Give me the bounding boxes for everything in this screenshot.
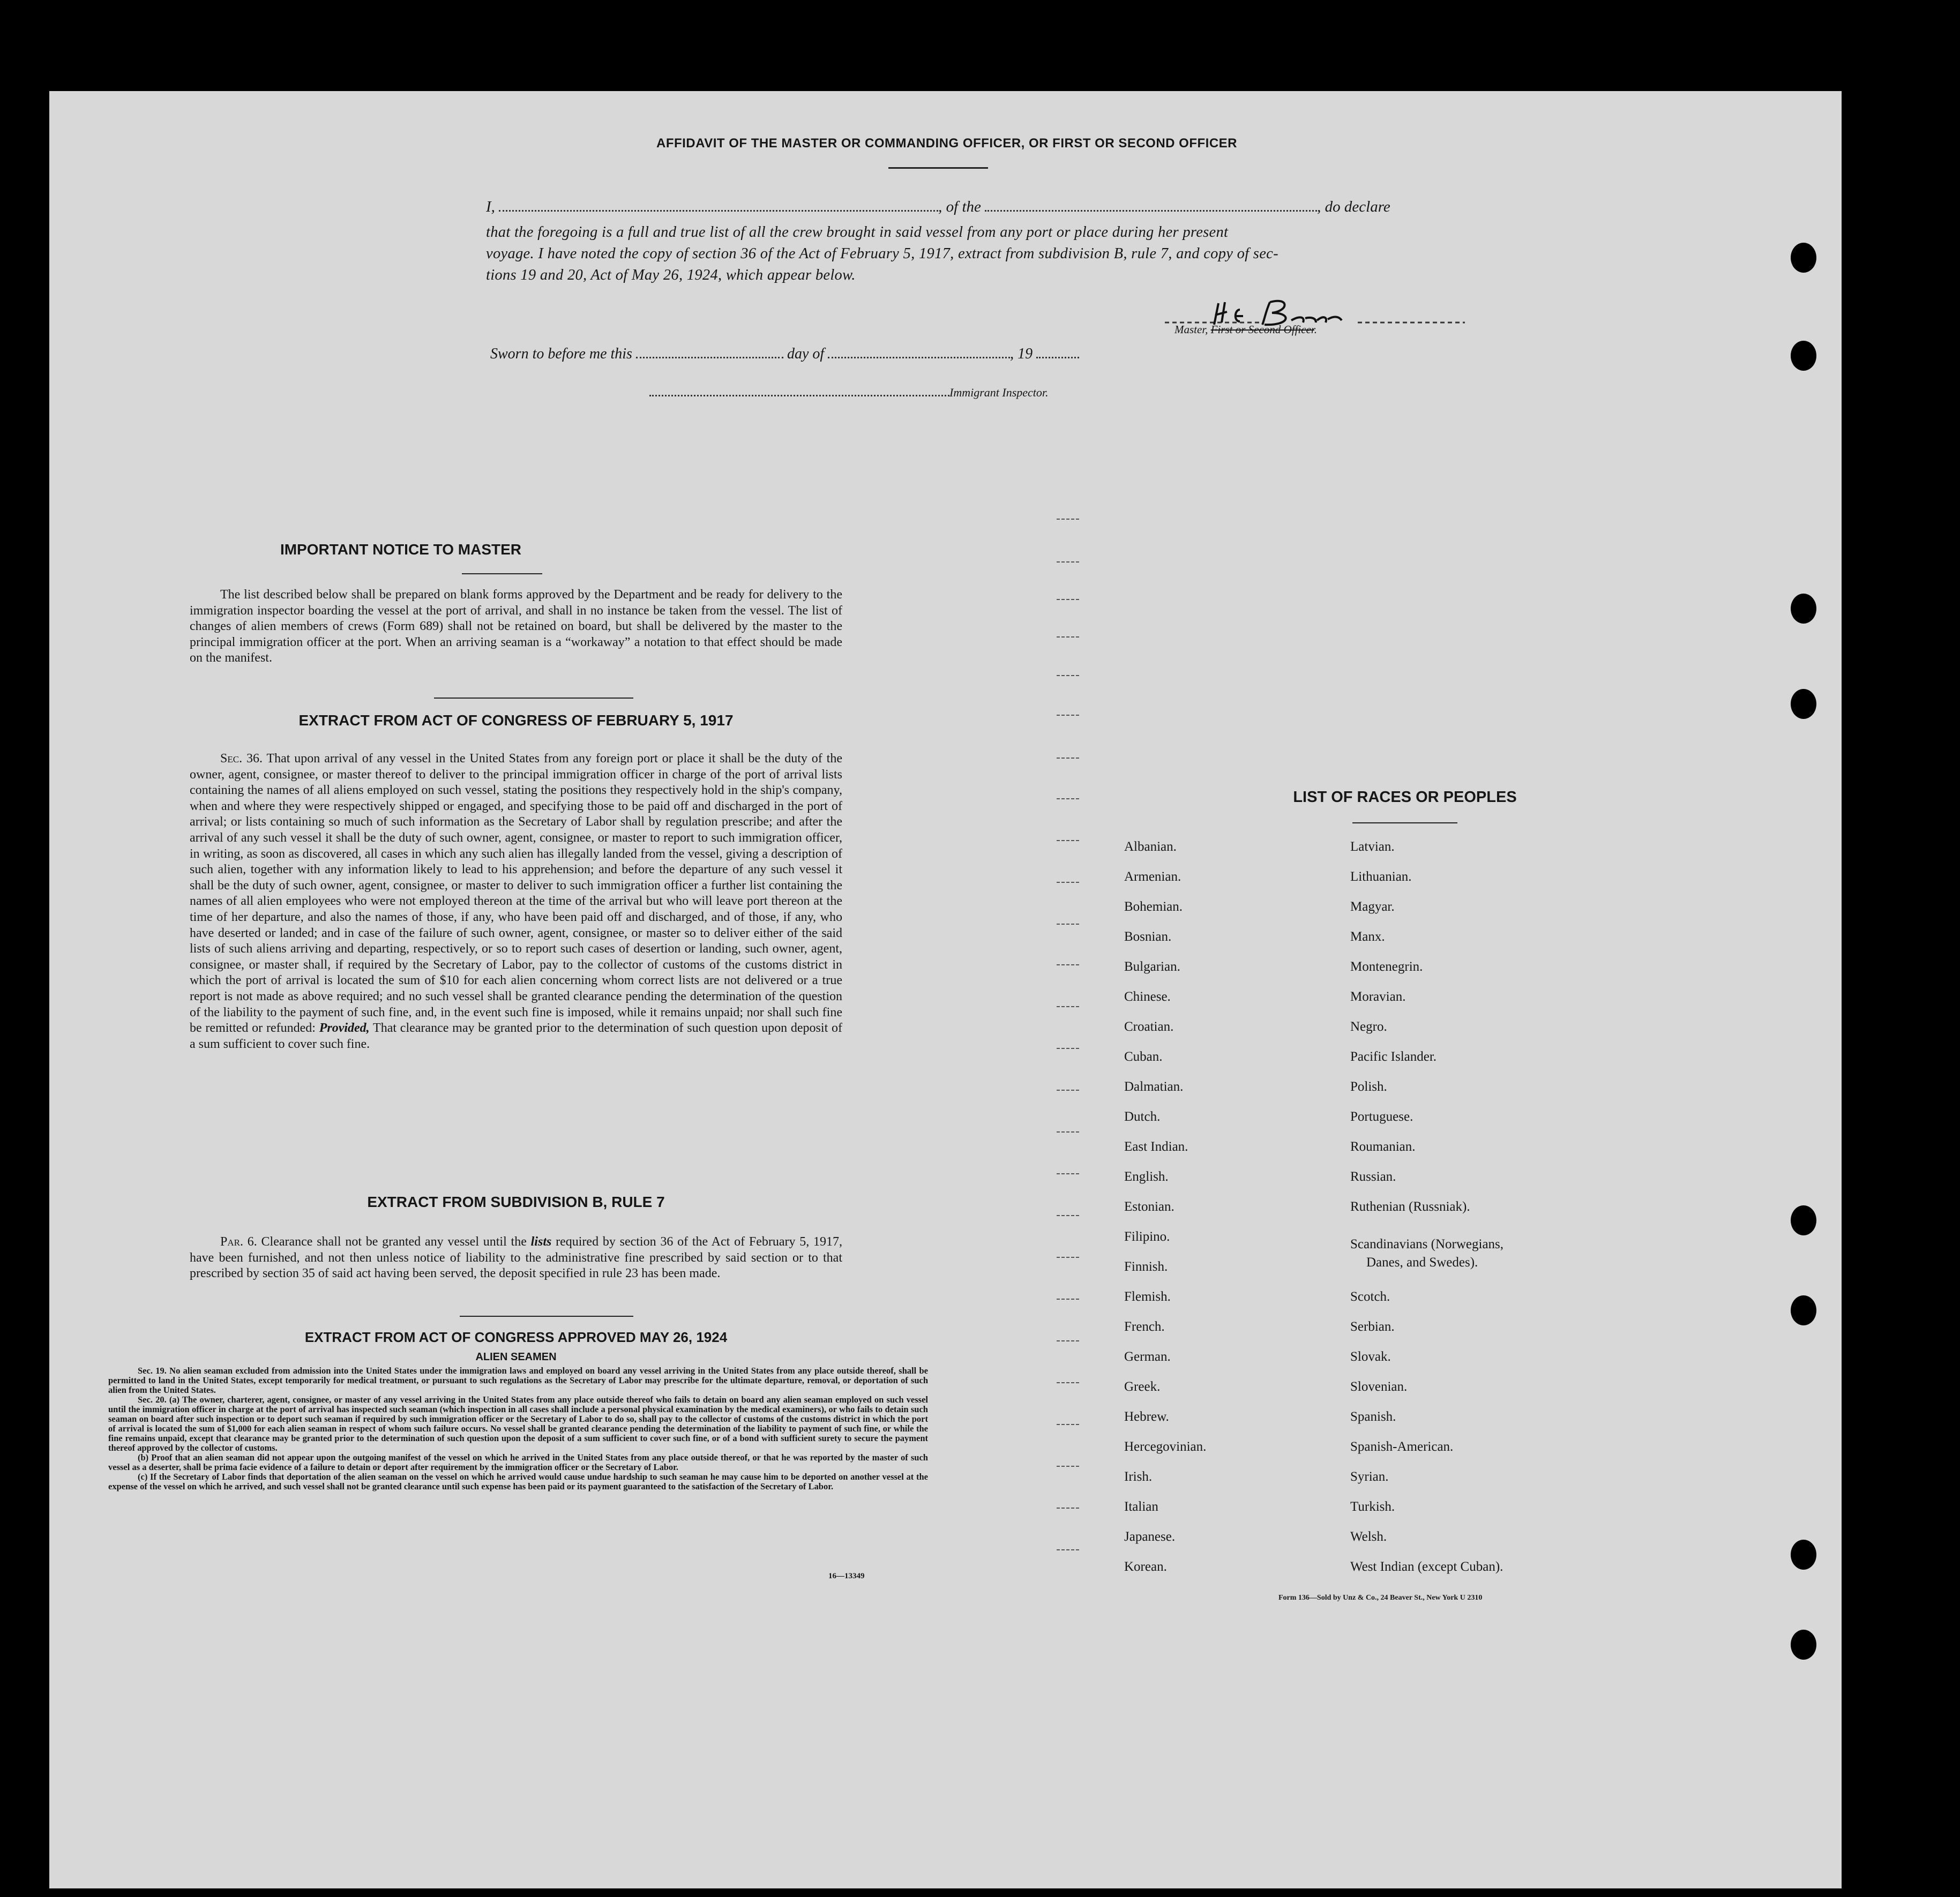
race-item: Armenian. (1124, 869, 1181, 884)
race-item: English. (1124, 1169, 1169, 1184)
race-item: Serbian. (1350, 1319, 1395, 1334)
inspector-line (649, 386, 1049, 400)
center-mark (1057, 715, 1079, 716)
vessel-name-field[interactable] (985, 198, 1317, 212)
affidavit-title: AFFIDAVIT OF THE MASTER OR COMMANDING OFFICER, OR FIRST OR SECOND OFFICER (656, 136, 1238, 151)
par-6-label: Par. 6. (220, 1235, 257, 1249)
race-item: Scotch. (1350, 1289, 1390, 1304)
declarant-label: I, (486, 198, 495, 215)
race-item: Slovenian. (1350, 1379, 1408, 1394)
center-mark (1057, 1215, 1079, 1216)
extract-rule7-title: EXTRACT FROM SUBDIVISION B, RULE 7 (367, 1194, 665, 1210)
race-item: Bosnian. (1124, 929, 1172, 944)
center-mark (1057, 636, 1079, 638)
race-item: Montenegrin. (1350, 959, 1423, 974)
center-mark (1057, 1549, 1079, 1550)
race-item: Turkish. (1350, 1499, 1395, 1514)
race-item: Bulgarian. (1124, 959, 1180, 974)
race-item: Ruthenian (Russniak). (1350, 1199, 1470, 1214)
center-mark (1057, 599, 1079, 600)
sworn-line (490, 345, 1079, 363)
year-label: , 19 (1010, 346, 1033, 362)
race-item: Chinese. (1124, 989, 1171, 1004)
center-mark (1057, 561, 1079, 563)
race-item: Japanese. (1124, 1529, 1176, 1544)
declare-text: , do declare (1317, 198, 1390, 215)
center-mark (1057, 1382, 1079, 1383)
extract-1917-text (190, 751, 842, 1052)
center-mark (1057, 1340, 1079, 1341)
extract-rule7-text (190, 1234, 842, 1282)
center-mark (1057, 1299, 1079, 1300)
race-item-continuation: Danes, and Swedes). (1366, 1255, 1478, 1270)
race-item: West Indian (except Cuban). (1350, 1559, 1503, 1574)
punch-hole (1791, 1540, 1816, 1570)
sworn-day-field[interactable] (636, 345, 783, 358)
affidavit-line-3: voyage. I have noted the copy of section 36 of the Act of February 5, 1917, extract from subdivision B, rule 7, and copy of sec- (486, 245, 1278, 262)
race-item: Pacific Islander. (1350, 1049, 1437, 1064)
race-item: Finnish. (1124, 1259, 1168, 1274)
center-mark (1057, 798, 1079, 799)
race-item: Spanish-American. (1350, 1439, 1454, 1454)
center-mark (1057, 1466, 1079, 1467)
sec-20c-text: (c) If the Secretary of Labor finds that deportation of the alien seaman on the vessel on which he arrived would cause undue hardship to such seaman he may cause him to be deported on another vessel at the expense of the vessel on which he arrived, and such vessel shall not be granted clearance until such expense has been paid or its payment guaranteed to the satisfaction of the Secretary of Labor. (108, 1472, 928, 1491)
center-mark (1057, 964, 1079, 965)
race-item: Flemish. (1124, 1289, 1171, 1304)
race-item: Lithuanian. (1350, 869, 1412, 884)
punch-hole (1791, 1205, 1816, 1235)
races-divider (1352, 822, 1457, 823)
race-item: Portuguese. (1350, 1109, 1413, 1124)
notice-title: IMPORTANT NOTICE TO MASTER (280, 541, 522, 558)
center-mark (1057, 1131, 1079, 1133)
race-item: Welsh. (1350, 1529, 1387, 1544)
race-item: Hercegovinian. (1124, 1439, 1207, 1454)
inspector-signature-field[interactable] (649, 386, 949, 396)
center-mark (1057, 1048, 1079, 1049)
declarant-name-field[interactable] (499, 198, 938, 212)
notice-text: The list described below shall be prepared on blank forms approved by the Department and be ready for delivery to the immigration inspector boarding the vessel at the port of arrival, and shall in no instance be taken from the vessel. The list of changes of alien members of crews (Form 689) shall not be retained on board, but shall be delivered by the master to the principal immigration officer at the port. When an arriving seaman is a “workaway” a notation to that effect should be made on the manifest. (190, 588, 842, 665)
center-mark (1057, 758, 1079, 759)
race-item: Albanian. (1124, 839, 1177, 854)
center-mark (1057, 1424, 1079, 1425)
race-item: Irish. (1124, 1469, 1153, 1484)
section-divider-2 (460, 1316, 633, 1317)
sec-20a-text: Sec. 20. (a) The owner, charterer, agent, consignee, or master of any vessel arriving in the United States from any place outside thereof who fails to detain on board any alien seaman employed on such vessel until the immigration officer in charge at the port of arrival has inspected such seaman (which inspection in all cases shall include a personal physical examination by the medical examiners), or who fails to detain such seaman on board after such inspection or to deport such seaman if required by such immigration officer or the Secretary of Labor to do so, shall pay to the collector of customs of the customs district in which the port of arrival is located the sum of $1,000 for each alien seaman in respect of whom such failure occurs. No vessel shall be granted clearance pending the determination of the liability to payment of such fine, or while the fine remains unpaid, except that clearance may be granted prior to the determination of such question upon the deposit of a sum sufficient to cover such fine, or of a bond with sufficient surety to secure the payment thereof approved by the collector of customs. (108, 1394, 928, 1453)
center-mark (1057, 1090, 1079, 1091)
alien-seamen-subtitle: ALIEN SEAMEN (475, 1351, 557, 1363)
punch-hole (1791, 341, 1816, 371)
center-mark (1057, 1006, 1079, 1007)
par-6-body-b: required by section 36 of the Act of February 5, 1917, have been furnished, and not then unless notice of liability to the administrative fine prescribed by said section or to that prescribed by section 35 of said act having been served, the deposit specified in rule 23 has been made. (190, 1235, 843, 1281)
vessel-label: , of the (938, 198, 981, 215)
extract-1924-text (108, 1366, 928, 1491)
center-mark (1057, 519, 1079, 520)
race-item: Filipino. (1124, 1229, 1170, 1244)
race-item: Italian (1124, 1499, 1158, 1514)
race-item: East Indian. (1124, 1139, 1188, 1154)
race-item: Bohemian. (1124, 899, 1183, 914)
race-item: Latvian. (1350, 839, 1395, 854)
punch-hole (1791, 243, 1816, 273)
race-item: Korean. (1124, 1559, 1167, 1574)
punch-hole (1791, 689, 1816, 719)
race-item: Russian. (1350, 1169, 1396, 1184)
center-mark (1057, 1257, 1079, 1258)
master-label: Master, (1174, 323, 1211, 336)
race-item: Croatian. (1124, 1019, 1174, 1034)
race-item: Greek. (1124, 1379, 1161, 1394)
center-mark (1057, 1508, 1079, 1509)
sworn-year-field[interactable] (1036, 345, 1079, 358)
sworn-label: Sworn to before me this (490, 346, 632, 362)
race-item: Moravian. (1350, 989, 1406, 1004)
race-item: Slovak. (1350, 1349, 1391, 1364)
affidavit-line-4: tions 19 and 20, Act of May 26, 1924, which appear below. (486, 267, 856, 283)
title-divider (888, 167, 988, 169)
race-item: French. (1124, 1319, 1165, 1334)
sworn-month-field[interactable] (828, 345, 1010, 358)
affidavit-body (486, 222, 1493, 286)
document-page (49, 91, 1842, 1888)
race-item: Negro. (1350, 1019, 1387, 1034)
sec-36-label: Sec. 36. (220, 752, 263, 766)
race-item: Hebrew. (1124, 1409, 1169, 1424)
punch-hole (1791, 594, 1816, 624)
form-note: Form 136—Sold by Unz & Co., 24 Beaver St., New York U 2310 (1278, 1594, 1483, 1602)
extract-1924-title: EXTRACT FROM ACT OF CONGRESS APPROVED MAY 26, 1924 (304, 1329, 728, 1345)
signature-title (1174, 323, 1317, 336)
race-item: German. (1124, 1349, 1171, 1364)
sec-36-body: That upon arrival of any vessel in the United States from any foreign port or place it shall be the duty of the owner, agent, consignee, or master thereof to deliver to the principal immigration officer in charge of the port of arrival lists containing the names of all aliens employed on such vessel, stating the positions they respectively hold in the ship's company, when and where they were respectively shipped or engaged, and specifying those to be paid off and discharged in the port of arrival; or lists containing so much of such information as the Secretary of Labor shall by regulation prescribe; and after the arrival of any such vessel it shall be the duty of such owner, agent, consignee, or master to report to such immigration officer, in writing, as soon as discovered, all cases in which any such alien has illegally landed from the vessel, giving a description of such alien, together with any information likely to lead to his apprehension; and before the departure of any such vessel it shall be the duty of such owner, agent, consignee, or master to deliver to such immigration officer a further list containing the names of all alien employees who were not employed thereon at the time of the arrival but who will leave port thereon at the time of her departure, and also the names of those, if any, who have been paid off and discharged, and of those, if any, who have deserted or landed; and in case of the failure of such owner, agent, consignee, or master so to deliver either of the said lists of such aliens arriving and departing, respectively, or so to report such cases of desertion or landing, such owner, agent, consignee, or master shall, if required by the Secretary of Labor, pay to the collector of customs of the customs district in which the port of arrival is located the sum of $10 for each alien concerning whom correct lists are not delivered or a true report is not made as above required; and no such vessel shall be granted clearance pending the determination of the question of the liability to the payment of such fine, and, in the event such fine is imposed, while it remains unpaid; nor shall such fine be remitted or refunded: (190, 752, 843, 1036)
center-mark (1057, 882, 1079, 883)
races-title: LIST OF RACES OR PEOPLES (1293, 789, 1517, 806)
extract-1917-title: EXTRACT FROM ACT OF CONGRESS OF FEBRUARY 5, 1917 (298, 712, 734, 729)
day-of-label: day of (787, 346, 825, 362)
section-divider-1 (434, 698, 633, 699)
race-item: Syrian. (1350, 1469, 1389, 1484)
race-item: Spanish. (1350, 1409, 1396, 1424)
punch-hole (1791, 1630, 1816, 1660)
race-item: Cuban. (1124, 1049, 1163, 1064)
affidavit-line-2: that the foregoing is a full and true list of all the crew brought in said vessel from any port or place during her present (486, 224, 1229, 241)
race-item: Manx. (1350, 929, 1385, 944)
center-mark (1057, 840, 1079, 841)
print-code: 16—13349 (828, 1572, 865, 1580)
period-mark: . (1314, 323, 1317, 336)
lists-word: lists (530, 1235, 552, 1249)
race-item: Magyar. (1350, 899, 1395, 914)
affidavit-declaration-line (486, 198, 1493, 216)
center-mark (1057, 1173, 1079, 1174)
race-item: Roumanian. (1350, 1139, 1416, 1154)
provided-word: Provided, (319, 1021, 370, 1036)
par-6-body-a: Clearance shall not be granted any vessel until the (261, 1235, 527, 1249)
struck-officer-label: First or Second Officer (1210, 323, 1314, 336)
race-item: Dutch. (1124, 1109, 1161, 1124)
notice-divider (462, 573, 542, 574)
sec-36-body-end: That clearance may be granted prior to the determination of such question upon deposit of a sum sufficient to cover such fine. (190, 1021, 843, 1051)
race-item: Estonian. (1124, 1199, 1174, 1214)
center-mark (1057, 675, 1079, 676)
inspector-label: Immigrant Inspector. (949, 386, 1049, 399)
center-mark (1057, 924, 1079, 925)
punch-hole (1791, 1295, 1816, 1325)
sec-19-text: Sec. 19. No alien seaman excluded from admission into the United States under the immigration laws and employed on board any vessel arriving in the United States from any place outside thereof, shall be permitted to land in the United States, except temporarily for medical treatment, or pursuant to such regulations as the Secretary of Labor may prescribe for the ultimate departure, removal, or deportation of such alien from the United States. (108, 1366, 928, 1395)
race-item: Dalmatian. (1124, 1079, 1184, 1094)
race-item: Scandinavians (Norwegians, (1350, 1237, 1504, 1251)
race-item: Polish. (1350, 1079, 1387, 1094)
sec-20b-text: (b) Proof that an alien seaman did not appear upon the outgoing manifest of the vessel on which he arrived in the United States from any place outside thereof, or that he was reported by the master of such vessel as a deserter, shall be prima facie evidence of a failure to detain or deport after requirement by the immigration officer or the Secretary of Labor. (108, 1452, 928, 1472)
